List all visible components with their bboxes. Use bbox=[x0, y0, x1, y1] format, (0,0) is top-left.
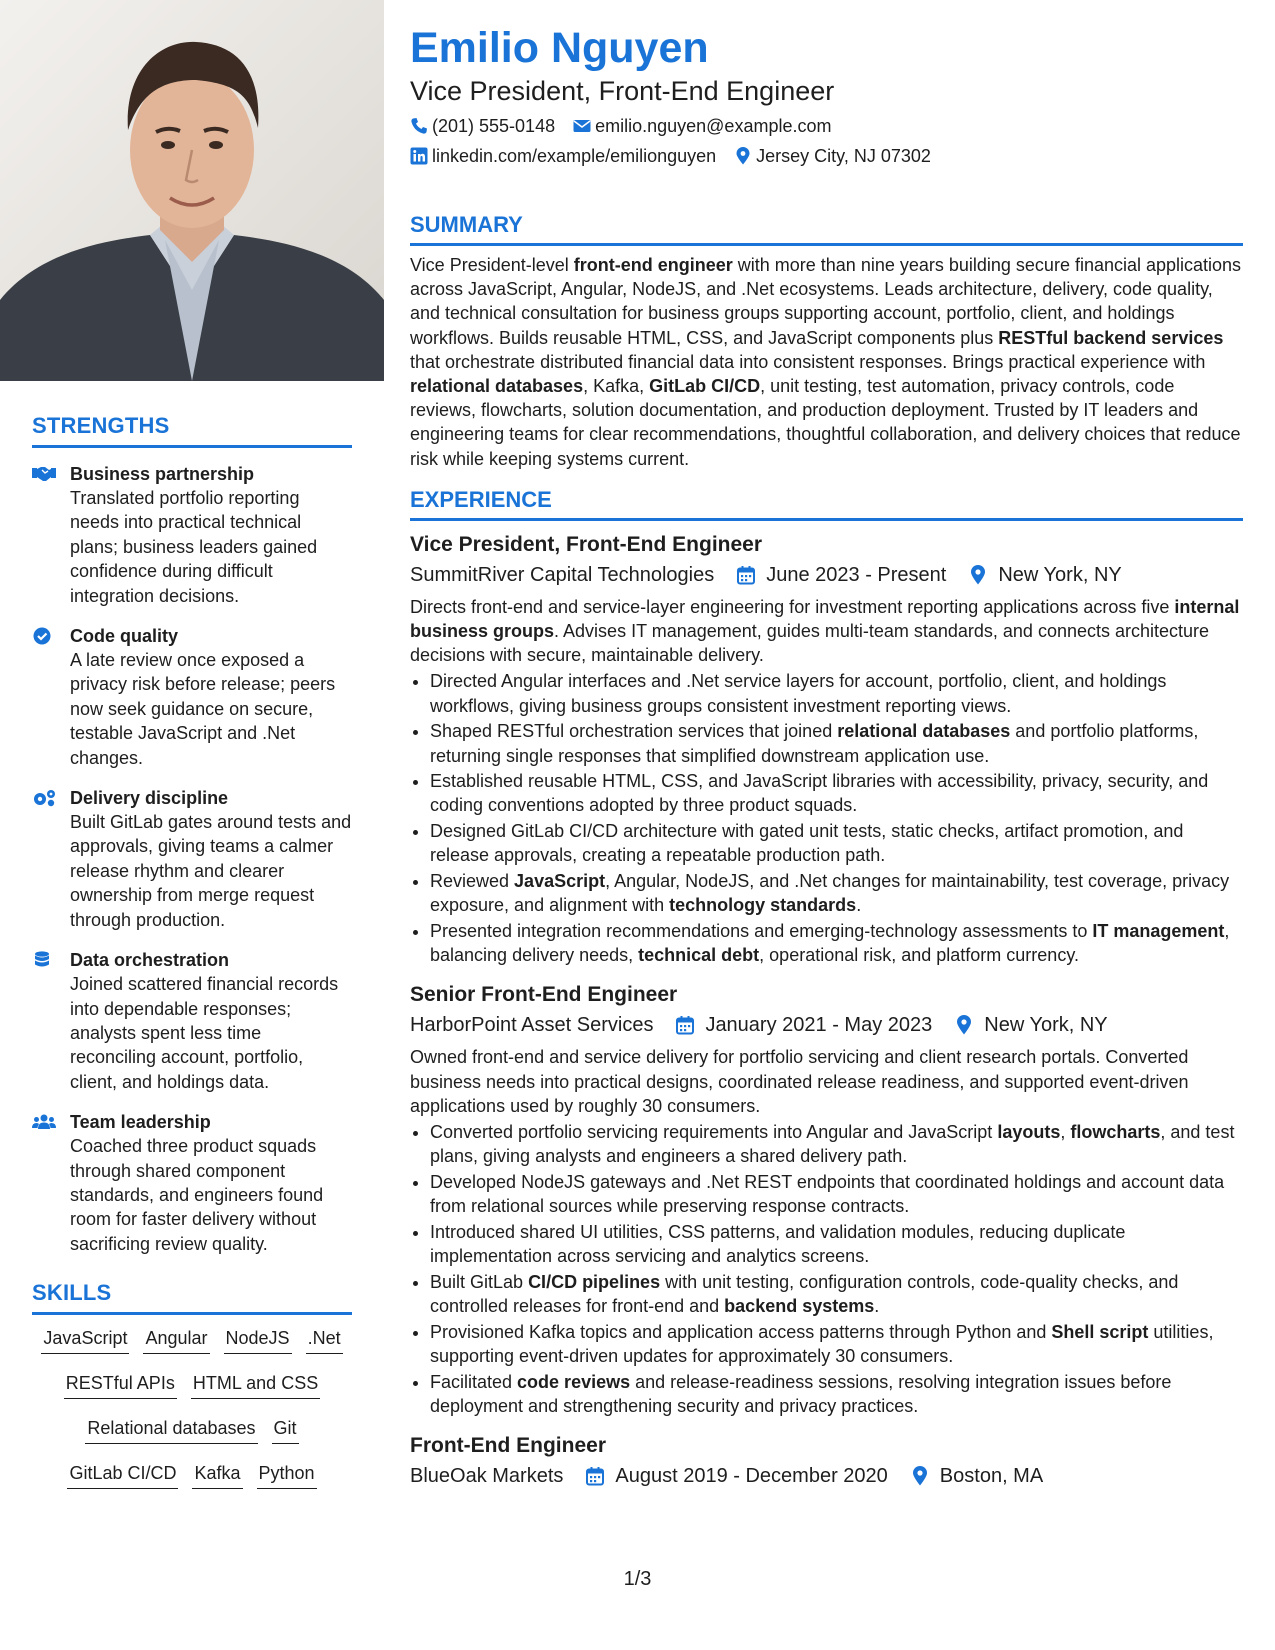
strength-item bbox=[32, 624, 352, 770]
strength-item bbox=[32, 786, 352, 932]
job-bullets bbox=[410, 669, 1243, 967]
check-circle-icon bbox=[32, 627, 56, 645]
sidebar-content bbox=[32, 413, 352, 1505]
linkedin-text: linkedin.com/example/emilionguyen bbox=[432, 146, 717, 166]
job-location: New York, NY bbox=[954, 1011, 1107, 1039]
strength-title: Business partnership bbox=[70, 464, 255, 484]
job-title: Vice President, Front-End Engineer bbox=[410, 532, 763, 556]
strength-text: Translated portfolio reporting needs into practical technical plans; business leaders gained confidence during difficult integration decisions. bbox=[70, 488, 318, 606]
map-pin-icon bbox=[734, 147, 752, 165]
job-bullet: • Facilitated code reviews and release-readiness sessions, resolving integration issues before deployment and strengthening security and privacy practices. bbox=[430, 1370, 1243, 1418]
job-dates: August 2019 - December 2020 bbox=[585, 1462, 887, 1490]
experience-heading: EXPERIENCE bbox=[410, 487, 1243, 521]
summary-section bbox=[410, 212, 1243, 471]
job-company: HarborPoint Asset Services bbox=[410, 1014, 654, 1037]
main-content bbox=[410, 22, 1243, 1490]
job-bullet: • Shaped RESTful orchestration services that joined relational databases and portfolio platforms, returning single responses that simplified downstream application use. bbox=[430, 719, 1243, 767]
profile-photo bbox=[0, 0, 384, 381]
strength-title: Team leadership bbox=[70, 1112, 211, 1133]
skill-tag: Angular bbox=[143, 1325, 209, 1354]
job-entry bbox=[410, 981, 1243, 1418]
skill-tag: JavaScript bbox=[41, 1325, 129, 1354]
gears-icon bbox=[32, 789, 56, 807]
skill-tag: .Net bbox=[306, 1325, 343, 1354]
job-bullet: • Reviewed JavaScript, Angular, NodeJS, and .Net changes for maintainability, test coverage, privacy exposure, and alignment with technology standards. bbox=[430, 869, 1243, 917]
skill-tag: Git bbox=[272, 1415, 299, 1444]
contact-phone bbox=[410, 114, 555, 138]
job-bullet: • Converted portfolio servicing requirements into Angular and JavaScript layouts, flowcharts, and test plans, giving analysts and engineers a shared delivery path. bbox=[430, 1120, 1243, 1168]
strength-text: Joined scattered financial records into dependable responses; analysts spent less time reconciling account, portfolio, client, and holdings data. bbox=[70, 974, 339, 1092]
job-company: BlueOak Markets bbox=[410, 1464, 564, 1487]
job-bullet: • Directed Angular interfaces and .Net service layers for account, portfolio, client, and holdings workflows, giving business groups consistent investment reporting views. bbox=[430, 669, 1243, 717]
skill-tag: GitLab CI/CD bbox=[67, 1460, 178, 1489]
database-icon bbox=[32, 951, 56, 969]
skills-heading: SKILLS bbox=[32, 1280, 352, 1315]
contact-linkedin[interactable] bbox=[410, 144, 716, 168]
job-location: New York, NY bbox=[968, 561, 1121, 589]
job-description: Directs front-end and service-layer engineering for investment reporting applications across five internal business groups. Advises IT management, guides multi-team standards, and connects architecture decisions with secure, maintainable delivery. bbox=[410, 596, 1240, 666]
job-dates: January 2021 - May 2023 bbox=[675, 1011, 932, 1039]
strength-title: Code quality bbox=[70, 626, 179, 647]
contact-row bbox=[410, 114, 1243, 138]
sidebar bbox=[0, 0, 384, 1650]
candidate-name: Emilio Nguyen bbox=[410, 24, 709, 72]
calendar-icon bbox=[736, 565, 756, 585]
job-entry bbox=[410, 531, 1243, 968]
strength-title: Delivery discipline bbox=[70, 788, 229, 809]
skill-tag: NodeJS bbox=[224, 1325, 292, 1354]
strength-text: Coached three product squads through shared component standards, and engineers found room for faster delivery without sacrificing review quality. bbox=[70, 1136, 324, 1254]
job-meta bbox=[410, 561, 1243, 589]
job-title: Senior Front-End Engineer bbox=[410, 983, 678, 1007]
handshake-icon bbox=[32, 465, 56, 483]
contact-row bbox=[410, 144, 1243, 168]
strength-text: Built GitLab gates around tests and approvals, giving teams a calmer release rhythm and clearer ownership from merge request through production. bbox=[70, 812, 352, 930]
job-company: SummitRiver Capital Technologies bbox=[410, 563, 715, 586]
skill-tag: Python bbox=[257, 1460, 317, 1489]
strength-item bbox=[32, 948, 352, 1094]
phone-icon bbox=[410, 117, 428, 135]
job-dates: June 2023 - Present bbox=[736, 561, 946, 589]
skill-tag: HTML and CSS bbox=[191, 1370, 320, 1399]
users-icon bbox=[32, 1113, 56, 1131]
location-text: Jersey City, NJ 07302 bbox=[756, 146, 931, 166]
experience-section bbox=[410, 487, 1243, 1490]
job-bullet: • Provisioned Kafka topics and application access patterns through Python and Shell script utilities, supporting event-driven updates for approximately 30 consumers. bbox=[430, 1320, 1243, 1368]
job-bullet: • Established reusable HTML, CSS, and JavaScript libraries with accessibility, privacy, security, and coding conventions adopted by three product squads. bbox=[430, 769, 1243, 817]
skills-list bbox=[32, 1325, 352, 1489]
strength-item bbox=[32, 1110, 352, 1256]
strength-item bbox=[32, 462, 352, 608]
job-meta bbox=[410, 1011, 1243, 1039]
contact-email[interactable] bbox=[573, 114, 831, 138]
linkedin-icon bbox=[410, 147, 428, 165]
job-title: Front-End Engineer bbox=[410, 1433, 606, 1457]
job-meta bbox=[410, 1462, 1243, 1490]
job-description: Owned front-end and service delivery for portfolio servicing and client research portals. Converted business needs into practical designs, coordinated release readiness, and supported event-driven applications used by roughly 30 consumers. bbox=[410, 1047, 1189, 1116]
envelope-icon bbox=[573, 117, 591, 135]
map-pin-icon bbox=[968, 565, 988, 585]
candidate-role: Vice President, Front-End Engineer bbox=[410, 76, 835, 106]
map-pin-icon bbox=[910, 1466, 930, 1486]
job-bullet: • Developed NodeJS gateways and .Net REST endpoints that coordinated holdings and account data from relational sources while preserving response contracts. bbox=[430, 1170, 1243, 1218]
skill-tag: RESTful APIs bbox=[64, 1370, 177, 1399]
summary-text: Vice President-level front-end engineer with more than nine years building secure financial applications across JavaScript, Angular, NodeJS, and .Net ecosystems. Leads architecture, delivery, code quality, and technical consultation for business groups supporting account, portfolio, client, and holdings workflows. Builds reusable HTML, CSS, and JavaScript components plus RESTful backend services that orchestrate distributed financial data into consistent responses. Brings practical experience with relational databases, Kafka, GitLab CI/CD, unit testing, test automation, privacy controls, code reviews, flowcharts, solution documentation, and production deployment. Trusted by IT leaders and engineering teams for clear recommendations, thoughtful collaboration, and delivery choices that reduce risk while keeping systems current. bbox=[410, 255, 1242, 469]
skill-tag: Relational databases bbox=[85, 1415, 257, 1444]
email-text: emilio.nguyen@example.com bbox=[595, 116, 832, 136]
job-location: Boston, MA bbox=[910, 1462, 1043, 1490]
job-list bbox=[410, 531, 1243, 1490]
page-number: 1/3 bbox=[623, 1568, 652, 1590]
skill-tag: Kafka bbox=[192, 1460, 242, 1489]
contact-location bbox=[734, 144, 931, 168]
job-bullet: • Designed GitLab CI/CD architecture with gated unit tests, static checks, artifact promotion, and release approvals, creating a repeatable production path. bbox=[430, 819, 1243, 867]
calendar-icon bbox=[675, 1015, 695, 1035]
strength-title: Data orchestration bbox=[70, 950, 230, 971]
calendar-icon bbox=[585, 1466, 605, 1486]
job-entry bbox=[410, 1432, 1243, 1490]
map-pin-icon bbox=[954, 1015, 974, 1035]
strength-text: A late review once exposed a privacy risk before release; peers now seek guidance on secure, testable JavaScript and .Net changes. bbox=[70, 650, 336, 768]
job-bullet: • Presented integration recommendations and emerging-technology assessments to IT management, balancing delivery needs, technical debt, operational risk, and platform currency. bbox=[430, 919, 1243, 967]
phone-text: (201) 555-0148 bbox=[432, 116, 556, 136]
job-bullets bbox=[410, 1120, 1243, 1418]
strengths-heading: STRENGTHS bbox=[32, 413, 352, 448]
job-bullet: • Built GitLab CI/CD pipelines with unit testing, configuration controls, code-quality checks, and controlled releases for front-end and backend systems. bbox=[430, 1270, 1243, 1318]
job-bullet: • Introduced shared UI utilities, CSS patterns, and validation modules, reducing duplicate implementation across servicing and analytics screens. bbox=[430, 1220, 1243, 1268]
summary-heading: SUMMARY bbox=[410, 212, 1243, 246]
